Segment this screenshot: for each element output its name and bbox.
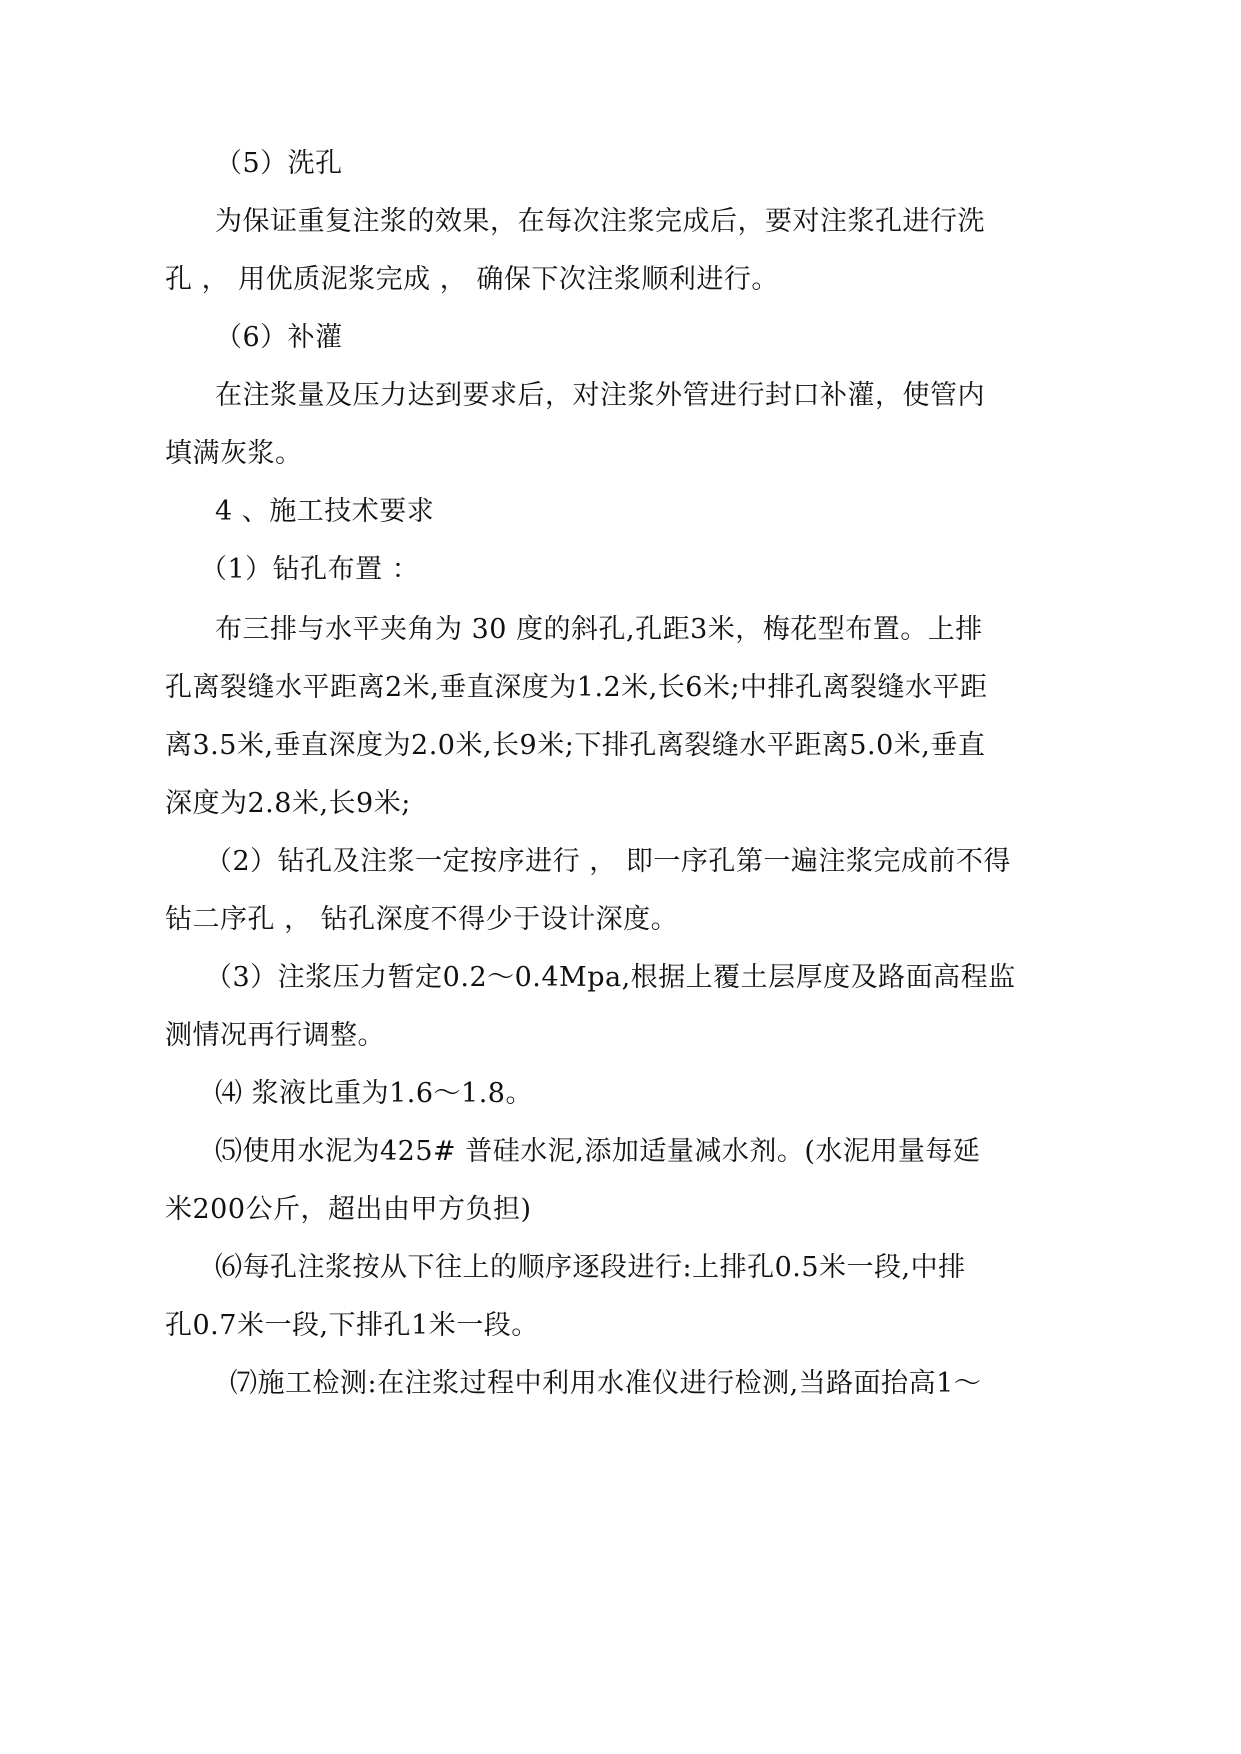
paragraph-line: 为保证重复注浆的效果，在每次注浆完成后，要对注浆孔进行洗 [215, 206, 985, 237]
paragraph-line: ⑸使用水泥为425# 普硅水泥,添加适量减水剂。(水泥用量每延 [215, 1136, 981, 1167]
paragraph-line: ⑺施工检测:在注浆过程中利用水准仪进行检测,当路面抬高1～ [230, 1368, 982, 1399]
subheading-drill-layout: （1）钻孔布置 ： [200, 554, 420, 585]
paragraph-line: ⑷ 浆液比重为1.6～1.8。 [215, 1078, 533, 1109]
heading-refill: （6）补灌 [215, 322, 343, 353]
paragraph-line: 在注浆量及压力达到要求后，对注浆外管进行封口补灌，使管内 [215, 380, 985, 411]
paragraph-line: 深度为2.8米,长9米; [165, 788, 411, 819]
heading-wash-hole: （5）洗孔 [215, 148, 343, 179]
paragraph-line: 离3.5米,垂直深度为2.0米,长9米;下排孔离裂缝水平距离5.0米,垂直 [165, 730, 986, 761]
section-heading: 4 、施工技术要求 [215, 496, 435, 527]
paragraph-line: 布三排与水平夹角为 30 度的斜孔,孔距3米，梅花型布置。上排 [215, 614, 983, 645]
paragraph-line: 米200公斤，超出由甲方负担) [165, 1194, 532, 1225]
paragraph-line: 填满灰浆。 [165, 438, 303, 469]
paragraph-line: 孔0.7米一段,下排孔1米一段。 [165, 1310, 539, 1341]
paragraph-line: （2）钻孔及注浆一定按序进行 ， 即一序孔第一遍注浆完成前不得 [205, 846, 1011, 877]
paragraph-line: 孔离裂缝水平距离2米,垂直深度为1.2米,长6米;中排孔离裂缝水平距 [165, 672, 988, 703]
paragraph-line: 测情况再行调整。 [165, 1020, 385, 1051]
paragraph-line: 孔 ， 用优质泥浆完成 ， 确保下次注浆顺利进行。 [165, 264, 779, 295]
paragraph-line: ⑹每孔注浆按从下往上的顺序逐段进行:上排孔0.5米一段,中排 [215, 1252, 966, 1283]
paragraph-line: 钻二序孔 ， 钻孔深度不得少于设计深度。 [165, 904, 679, 935]
paragraph-line: （3）注浆压力暂定0.2～0.4Mpa,根据上覆土层厚度及路面高程监 [205, 962, 1016, 993]
